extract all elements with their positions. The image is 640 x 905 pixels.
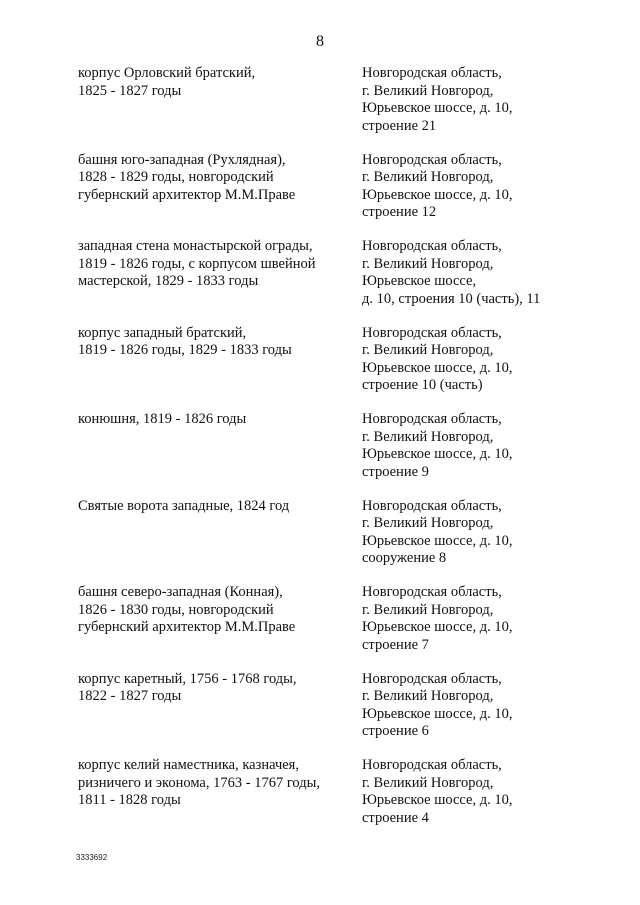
object-address: Новгородская область, г. Великий Новгород, Юрьевское шоссе, д. 10, строение 12 (362, 151, 513, 220)
object-name: башня северо-западная (Конная), 1826 - 1830 годы, новгородский губернский архитектор М.М.Праве (78, 584, 296, 635)
list-item (78, 152, 598, 239)
list-item (78, 65, 598, 152)
object-address: Новгородская область, г. Великий Новгород, Юрьевское шоссе, д. 10, строения 10 (часть), 11 (362, 238, 541, 307)
object-address: Новгородская область, г. Великий Новгород, Юрьевское шоссе, д. 10, строение 4 (362, 757, 513, 826)
object-name: корпус западный братский, 1819 - 1826 годы, 1829 - 1833 годы (78, 324, 292, 358)
object-name: корпус Орловский братский, 1825 - 1827 годы (78, 65, 256, 99)
object-address: Новгородская область, г. Великий Новгород, Юрьевское шоссе, д. 10, строение 6 (362, 670, 513, 739)
list-item (78, 584, 598, 671)
object-address: Новгородская область, г. Великий Новгород, Юрьевское шоссе, д. 10, строение 7 (362, 584, 513, 653)
document-code: 3333692 (76, 853, 108, 862)
object-address: Новгородская область, г. Великий Новгород, Юрьевское шоссе, д. 10, строение 9 (362, 411, 513, 480)
object-address: Новгородская область, г. Великий Новгород, Юрьевское шоссе, д. 10, сооружение 8 (362, 497, 513, 566)
page-number: 8 (316, 33, 324, 50)
object-name: башня юго-западная (Рухлядная), 1828 - 1829 годы, новгородский губернский архитектор М.М.Праве (78, 151, 296, 203)
list-item (78, 498, 598, 585)
object-address: Новгородская область, г. Великий Новгород, Юрьевское шоссе, д. 10, строение 21 (362, 65, 513, 134)
list-item (78, 671, 598, 758)
object-name: корпус келий наместника, казначея, ризничего и эконома, 1763 - 1767 годы, 1811 - 1828 годы (78, 757, 320, 808)
list-item (78, 757, 598, 844)
list-item (78, 411, 598, 498)
object-name: конюшня, 1819 - 1826 годы (78, 411, 247, 427)
object-name: Святые ворота западные, 1824 год (78, 497, 290, 514)
list-item (78, 325, 598, 412)
object-name: западная стена монастырской ограды, 1819 - 1826 годы, с корпусом швейной мастерской, 1829 - 1833 годы (78, 238, 316, 289)
object-name: корпус каретный, 1756 - 1768 годы, 1822 - 1827 годы (78, 670, 297, 704)
list-item (78, 238, 598, 325)
entry-list (78, 65, 598, 844)
object-address: Новгородская область, г. Великий Новгород, Юрьевское шоссе, д. 10, строение 10 (часть) (362, 324, 513, 393)
